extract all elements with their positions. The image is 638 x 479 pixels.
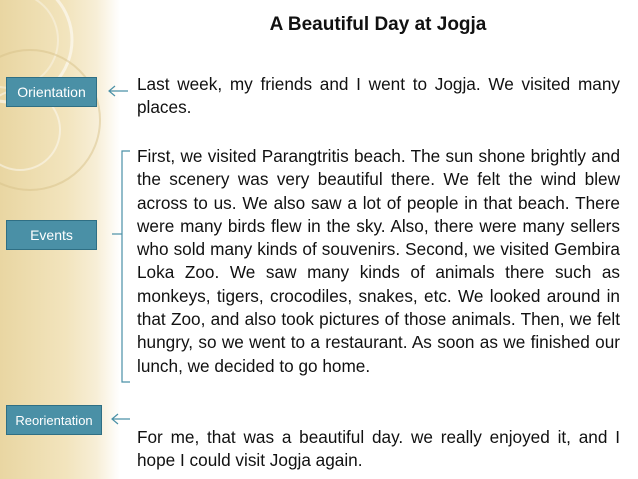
orientation-arrow-icon	[109, 86, 128, 96]
events-paragraph: First, we visited Parangtritis beach. The sun shone brightly and the scenery was very beautiful there. We felt the wind blew across to us. We also saw a lot of people in that beach. There were many birds flew in the sky. Also, there were many sellers who sold many kinds of souvenirs. Second, we visited Gembira Loka Zoo. We saw many kinds of animals there such as monkeys, tigers, crocodiles, snakes, etc. We looked around in that Zoo, and also took pictures of those animals. Then, we felt hungry, so we went to a restaurant. As soon as we finished our lunch, we decided to go home.	[137, 146, 620, 376]
orientation-paragraph: Last week, my friends and I went to Jogja. We visited many places.	[137, 74, 620, 118]
page-title: A Beautiful Day at Jogja	[269, 14, 487, 35]
reorientation-label: Reorientation	[6, 405, 102, 435]
events-bracket	[112, 151, 130, 382]
events-label: Events	[6, 220, 97, 250]
orientation-label: Orientation	[6, 77, 97, 107]
reorientation-arrow-icon	[112, 414, 130, 424]
reorientation-paragraph: For me, that was a beautiful day. we really enjoyed it, and I hope I could visit Jogja again.	[137, 427, 620, 471]
